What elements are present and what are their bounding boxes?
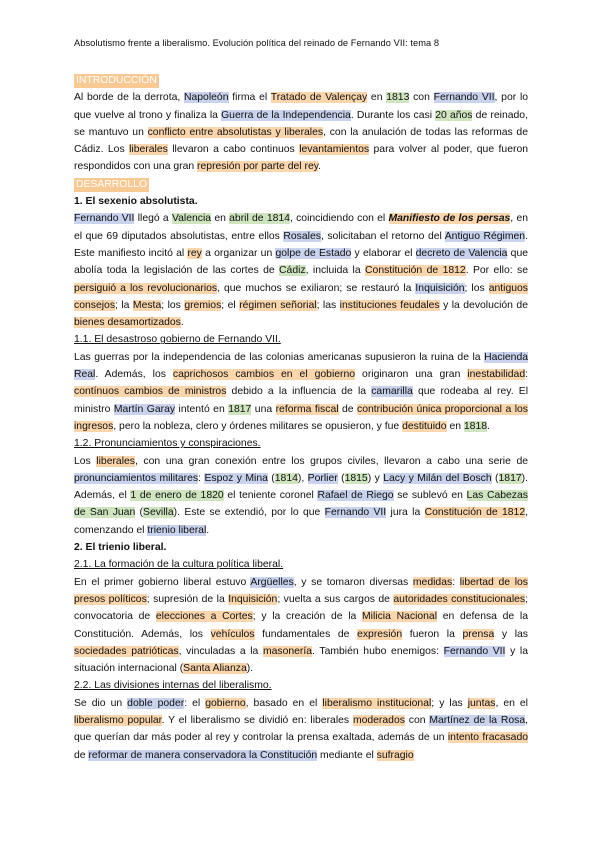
text-run: en defensa de la Constitución. Además, los <box>74 611 528 640</box>
text-run: originaron una gran <box>355 369 468 381</box>
highlighted-term: medidas <box>412 576 453 588</box>
text-run: , incluida la <box>305 265 366 277</box>
highlighted-term: 20 años <box>435 109 473 121</box>
highlighted-term: 1818 <box>463 420 488 432</box>
text-run: ; supresión de la <box>146 593 229 605</box>
highlighted-term: Martín Garay <box>113 403 176 415</box>
highlighted-term: liberalismo institucional <box>322 697 432 709</box>
text-run: 2.1. La formación de la cultura política liberal. <box>74 559 284 571</box>
text-run: , en el <box>495 697 528 709</box>
highlighted-term: Constitución de 1812 <box>424 507 526 519</box>
paragraph <box>74 210 528 331</box>
highlighted-term: levantamientos <box>299 144 370 156</box>
text-run: a organizar un <box>201 247 276 259</box>
text-run: , que querían dar más poder al rey y controlar la prensa exaltada, además de un <box>74 714 529 744</box>
highlighted-term: libertad de los presos políticos <box>74 576 528 605</box>
highlighted-term: Inquisición <box>415 282 465 294</box>
text-run: mediante el <box>317 749 377 761</box>
highlighted-term: vehículos <box>210 628 255 640</box>
paragraph <box>74 453 528 539</box>
text-run: ), <box>297 472 308 484</box>
highlighted-term: contribución única proporcional a los ingresos <box>74 403 528 432</box>
text-run: intentó en <box>175 403 229 415</box>
text-run: ( <box>491 472 499 484</box>
highlighted-term: Antiguo Régimen <box>444 230 526 242</box>
highlighted-term: Fernando VII <box>443 645 506 657</box>
highlighted-term: bienes desamortizados <box>74 317 181 329</box>
highlighted-term: Argüelles <box>250 576 294 588</box>
highlighted-term: 1813 <box>386 92 410 104</box>
highlighted-term: Rosales <box>283 230 321 242</box>
highlighted-term: Napoleón <box>184 92 229 104</box>
text-run: Se dio un <box>74 697 128 709</box>
highlighted-term: régimen señorial <box>239 299 317 311</box>
text-run: , coincidiendo con el <box>289 213 389 225</box>
text-run: Las guerras por la independencia de las colonias americanas supusieron la ruina de la <box>74 351 485 363</box>
text-run: llevaron a cabo continuos <box>167 144 300 156</box>
highlighted-term: liberales <box>129 144 168 156</box>
subsection-heading <box>74 556 528 573</box>
highlighted-term: autoridades constitucionales <box>393 593 526 605</box>
highlighted-term: Fernando VII <box>324 507 387 519</box>
document-body <box>74 72 528 764</box>
text-run: . <box>180 317 184 329</box>
highlighted-term: expresión <box>357 628 403 640</box>
highlighted-term: reforma fiscal <box>275 403 339 415</box>
text-run: ). Este se extendió, por lo que <box>173 507 325 519</box>
paragraph <box>74 89 528 175</box>
text-run: ; la <box>115 299 133 311</box>
text-run: llegó a <box>134 213 172 225</box>
text-run: : el <box>184 697 206 709</box>
text-run: ( <box>267 472 275 484</box>
highlighted-term: 1817 <box>228 403 252 415</box>
highlighted-term: Tratado de Valençay <box>270 92 368 104</box>
text-run: , y se tomaron diversas <box>293 576 413 588</box>
text-run: En el primer gobierno liberal estuvo <box>74 576 251 588</box>
highlighted-term: sufragio <box>376 749 414 761</box>
highlighted-term: Espoz y Mina <box>204 472 268 484</box>
highlighted-term: Valencia <box>171 213 212 225</box>
subsection-heading <box>74 677 528 694</box>
text-run: se sublevó en <box>393 490 467 502</box>
highlighted-term: destituido <box>402 420 447 432</box>
highlighted-term: Milicia Nacional <box>362 611 438 623</box>
text-run: , comenzando el <box>74 507 528 536</box>
text-run: , con la anulación de todas las reformas de Cádiz. Los <box>74 126 528 156</box>
highlighted-term: Inquisición <box>228 593 278 605</box>
highlighted-term: caprichosos cambios en el gobierno <box>172 369 356 381</box>
highlighted-term: Sevilla <box>143 507 174 519</box>
text-run: ). Además, el <box>74 472 528 502</box>
highlighted-term: intento fracasado <box>447 732 529 744</box>
highlighted-term: Fernando VII <box>433 92 495 104</box>
highlighted-term: represión por parte del rey <box>197 161 319 173</box>
highlighted-term: Fernando VII <box>74 213 135 225</box>
highlighted-term: sociedades patrióticas <box>74 645 179 657</box>
text-run: DESARROLLO <box>76 178 148 190</box>
text-run: y elaborar el <box>351 247 416 259</box>
text-run: , con una gran conexión entre los grupos civiles, llevaron a cabo una serie de <box>135 455 528 467</box>
highlighted-term: Hacienda Real <box>74 351 528 381</box>
text-run: ; convocatoria de <box>74 593 528 623</box>
paragraph <box>74 695 528 764</box>
text-run: en <box>446 420 464 432</box>
text-run: , por lo que vuelve al trono y finaliza la <box>74 92 529 121</box>
highlighted-term: persiguió a los revolucionarios <box>74 282 218 294</box>
text-run: 2.2. Las divisiones internas del liberalismo. <box>74 680 272 692</box>
text-run: , pero la nobleza, clero y órdenes militares se opusieron, y fue <box>113 420 403 432</box>
section-label <box>74 176 528 193</box>
highlighted-term: contínuos cambios de ministros <box>74 386 227 398</box>
highlighted-term: masonería <box>262 645 313 657</box>
paragraph <box>74 574 528 678</box>
subsection-heading <box>74 435 528 452</box>
text-run: ). <box>246 663 254 675</box>
section-heading <box>74 193 528 210</box>
text-run: . Y el liberalismo se dividió en: liberales <box>161 714 353 726</box>
text-run: , basado en el <box>245 697 323 709</box>
highlighted-term: doble poder <box>127 697 185 709</box>
text-run: 1.1. El desastroso gobierno de Fernando VII. <box>74 334 281 346</box>
highlighted-term: abril de 1814 <box>229 213 290 225</box>
text-run: 1. El sexenio absolutista. <box>74 196 198 208</box>
highlighted-term: 1814 <box>274 472 298 484</box>
highlighted-term: trienio liberal <box>147 524 207 536</box>
text-run: ; las <box>316 299 340 311</box>
highlighted-term: gremios <box>184 299 222 311</box>
text-run: debido a la influencia de la <box>226 386 372 398</box>
text-run: INTRODUCCIÓN <box>76 75 157 86</box>
text-run: : <box>198 472 205 484</box>
highlighted-term: Cádiz <box>279 265 306 277</box>
text-run: . También hubo enemigos: <box>312 645 444 657</box>
text-run: ; vuelta a sus cargos de <box>277 593 394 605</box>
text-run: de <box>338 403 358 415</box>
text-run: . <box>487 420 490 432</box>
text-run: en <box>367 92 387 104</box>
highlighted-term: liberalismo popular <box>74 714 162 726</box>
text-run: , vinculadas a la <box>178 645 263 657</box>
text-run: , que muchos se exiliaron; se restauró la <box>217 282 416 294</box>
text-run: ( <box>135 507 144 519</box>
text-run: ; los <box>464 282 489 294</box>
text-run: jura la <box>386 507 425 519</box>
highlighted-term: Santa Alianza <box>183 663 247 675</box>
highlighted-term: pronunciamientos militares <box>74 472 199 484</box>
highlighted-term: moderados <box>352 714 405 726</box>
highlighted-term: 1 de enero de 1820 <box>130 490 224 502</box>
text-run: : <box>452 576 460 588</box>
text-run: . <box>318 161 322 173</box>
highlighted-term: Constitución de 1812 <box>365 265 466 277</box>
text-run: con <box>409 92 434 104</box>
text-run: que rodeaba al rey. El ministro <box>74 386 528 415</box>
section-label-text <box>74 74 159 88</box>
highlighted-term: elecciones a Cortes <box>155 611 253 623</box>
text-run: firma el <box>228 92 271 104</box>
text-run: . Durante los casi <box>350 109 436 121</box>
text-run: . <box>206 524 210 536</box>
text-run: que abolía toda la legislación de las cortes de <box>74 247 529 277</box>
text-run: una <box>251 403 276 415</box>
section-label-text <box>74 178 149 192</box>
highlighted-term: gobierno <box>205 697 246 709</box>
paragraph <box>74 349 528 435</box>
highlighted-term: 1817 <box>498 472 522 484</box>
text-run: . Por ello: se <box>465 265 528 277</box>
subsection-heading <box>74 331 528 348</box>
running-header: Absolutismo frente a liberalismo. Evolución política del reinado de Fernando VII: tema 8 <box>74 38 440 48</box>
text-run: de <box>74 749 89 761</box>
highlighted-term: Mesta <box>132 299 162 311</box>
text-run: 2. El trienio liberal. <box>74 542 167 554</box>
text-run: fueron la <box>402 628 463 640</box>
text-run: . Además, los <box>95 369 173 381</box>
highlighted-term: Las Cabezas de San Juan <box>74 490 528 519</box>
text-run: Los <box>74 455 97 467</box>
section-label <box>74 72 528 89</box>
highlighted-term: reformar de manera conservadora la Constitución <box>88 749 318 761</box>
text-run: y las <box>494 628 528 640</box>
highlighted-term: camarilla <box>371 386 413 398</box>
highlighted-term: golpe de Estado <box>275 247 352 259</box>
highlighted-term: Rafael de Riego <box>317 490 394 502</box>
highlighted-term: Guerra de la Independencia <box>221 109 351 121</box>
section-heading <box>74 539 528 556</box>
text-run: y la situación internacional ( <box>74 645 529 675</box>
text-run: , solicitaban el retorno del <box>320 230 445 242</box>
text-run: ) y <box>367 472 384 484</box>
text-run: el teniente coronel <box>223 490 318 502</box>
text-run: ; y la creación de la <box>252 611 363 623</box>
text-run: . Este manifiesto incitó al <box>74 230 528 259</box>
text-run: fundamentales de <box>254 628 358 640</box>
text-run: 1.2. Pronunciamientos y conspiraciones. <box>74 438 261 450</box>
highlighted-term: Manifiesto de los persas <box>388 213 511 225</box>
text-run: de reinado, se mantuvo un <box>74 109 528 138</box>
highlighted-term: prensa <box>462 628 495 640</box>
highlighted-term: liberales <box>96 455 135 467</box>
text-run: ; los <box>161 299 185 311</box>
highlighted-term: instituciones feudales <box>339 299 440 311</box>
text-run: ; el <box>221 299 240 311</box>
highlighted-term: juntas <box>467 697 496 709</box>
text-run: Al borde de la derrota, <box>74 92 184 104</box>
highlighted-term: Lacy y Milán del Bosch <box>383 472 492 484</box>
text-run: ; y las <box>431 697 468 709</box>
highlighted-term: antiguos consejos <box>74 282 528 311</box>
text-run: , en el que 69 diputados absolutistas, entre ellos <box>74 213 528 242</box>
text-run: ( <box>337 472 345 484</box>
highlighted-term: Martínez de la Rosa <box>429 714 526 726</box>
text-run: : <box>525 369 528 381</box>
text-run: en <box>211 213 230 225</box>
highlighted-term: inestabilidad <box>467 369 526 381</box>
highlighted-term: conflicto entre absolutistas y liberales <box>147 126 324 138</box>
highlighted-term: 1815 <box>344 472 368 484</box>
text-run: con <box>404 714 430 726</box>
highlighted-term: Porlier <box>307 472 338 484</box>
highlighted-term: rey <box>187 247 202 259</box>
highlighted-term: decreto de Valencia <box>415 247 508 259</box>
text-run: y la devolución de <box>439 299 528 311</box>
text-run: para volver al poder, que fueron respondidos con una gran <box>74 144 529 173</box>
